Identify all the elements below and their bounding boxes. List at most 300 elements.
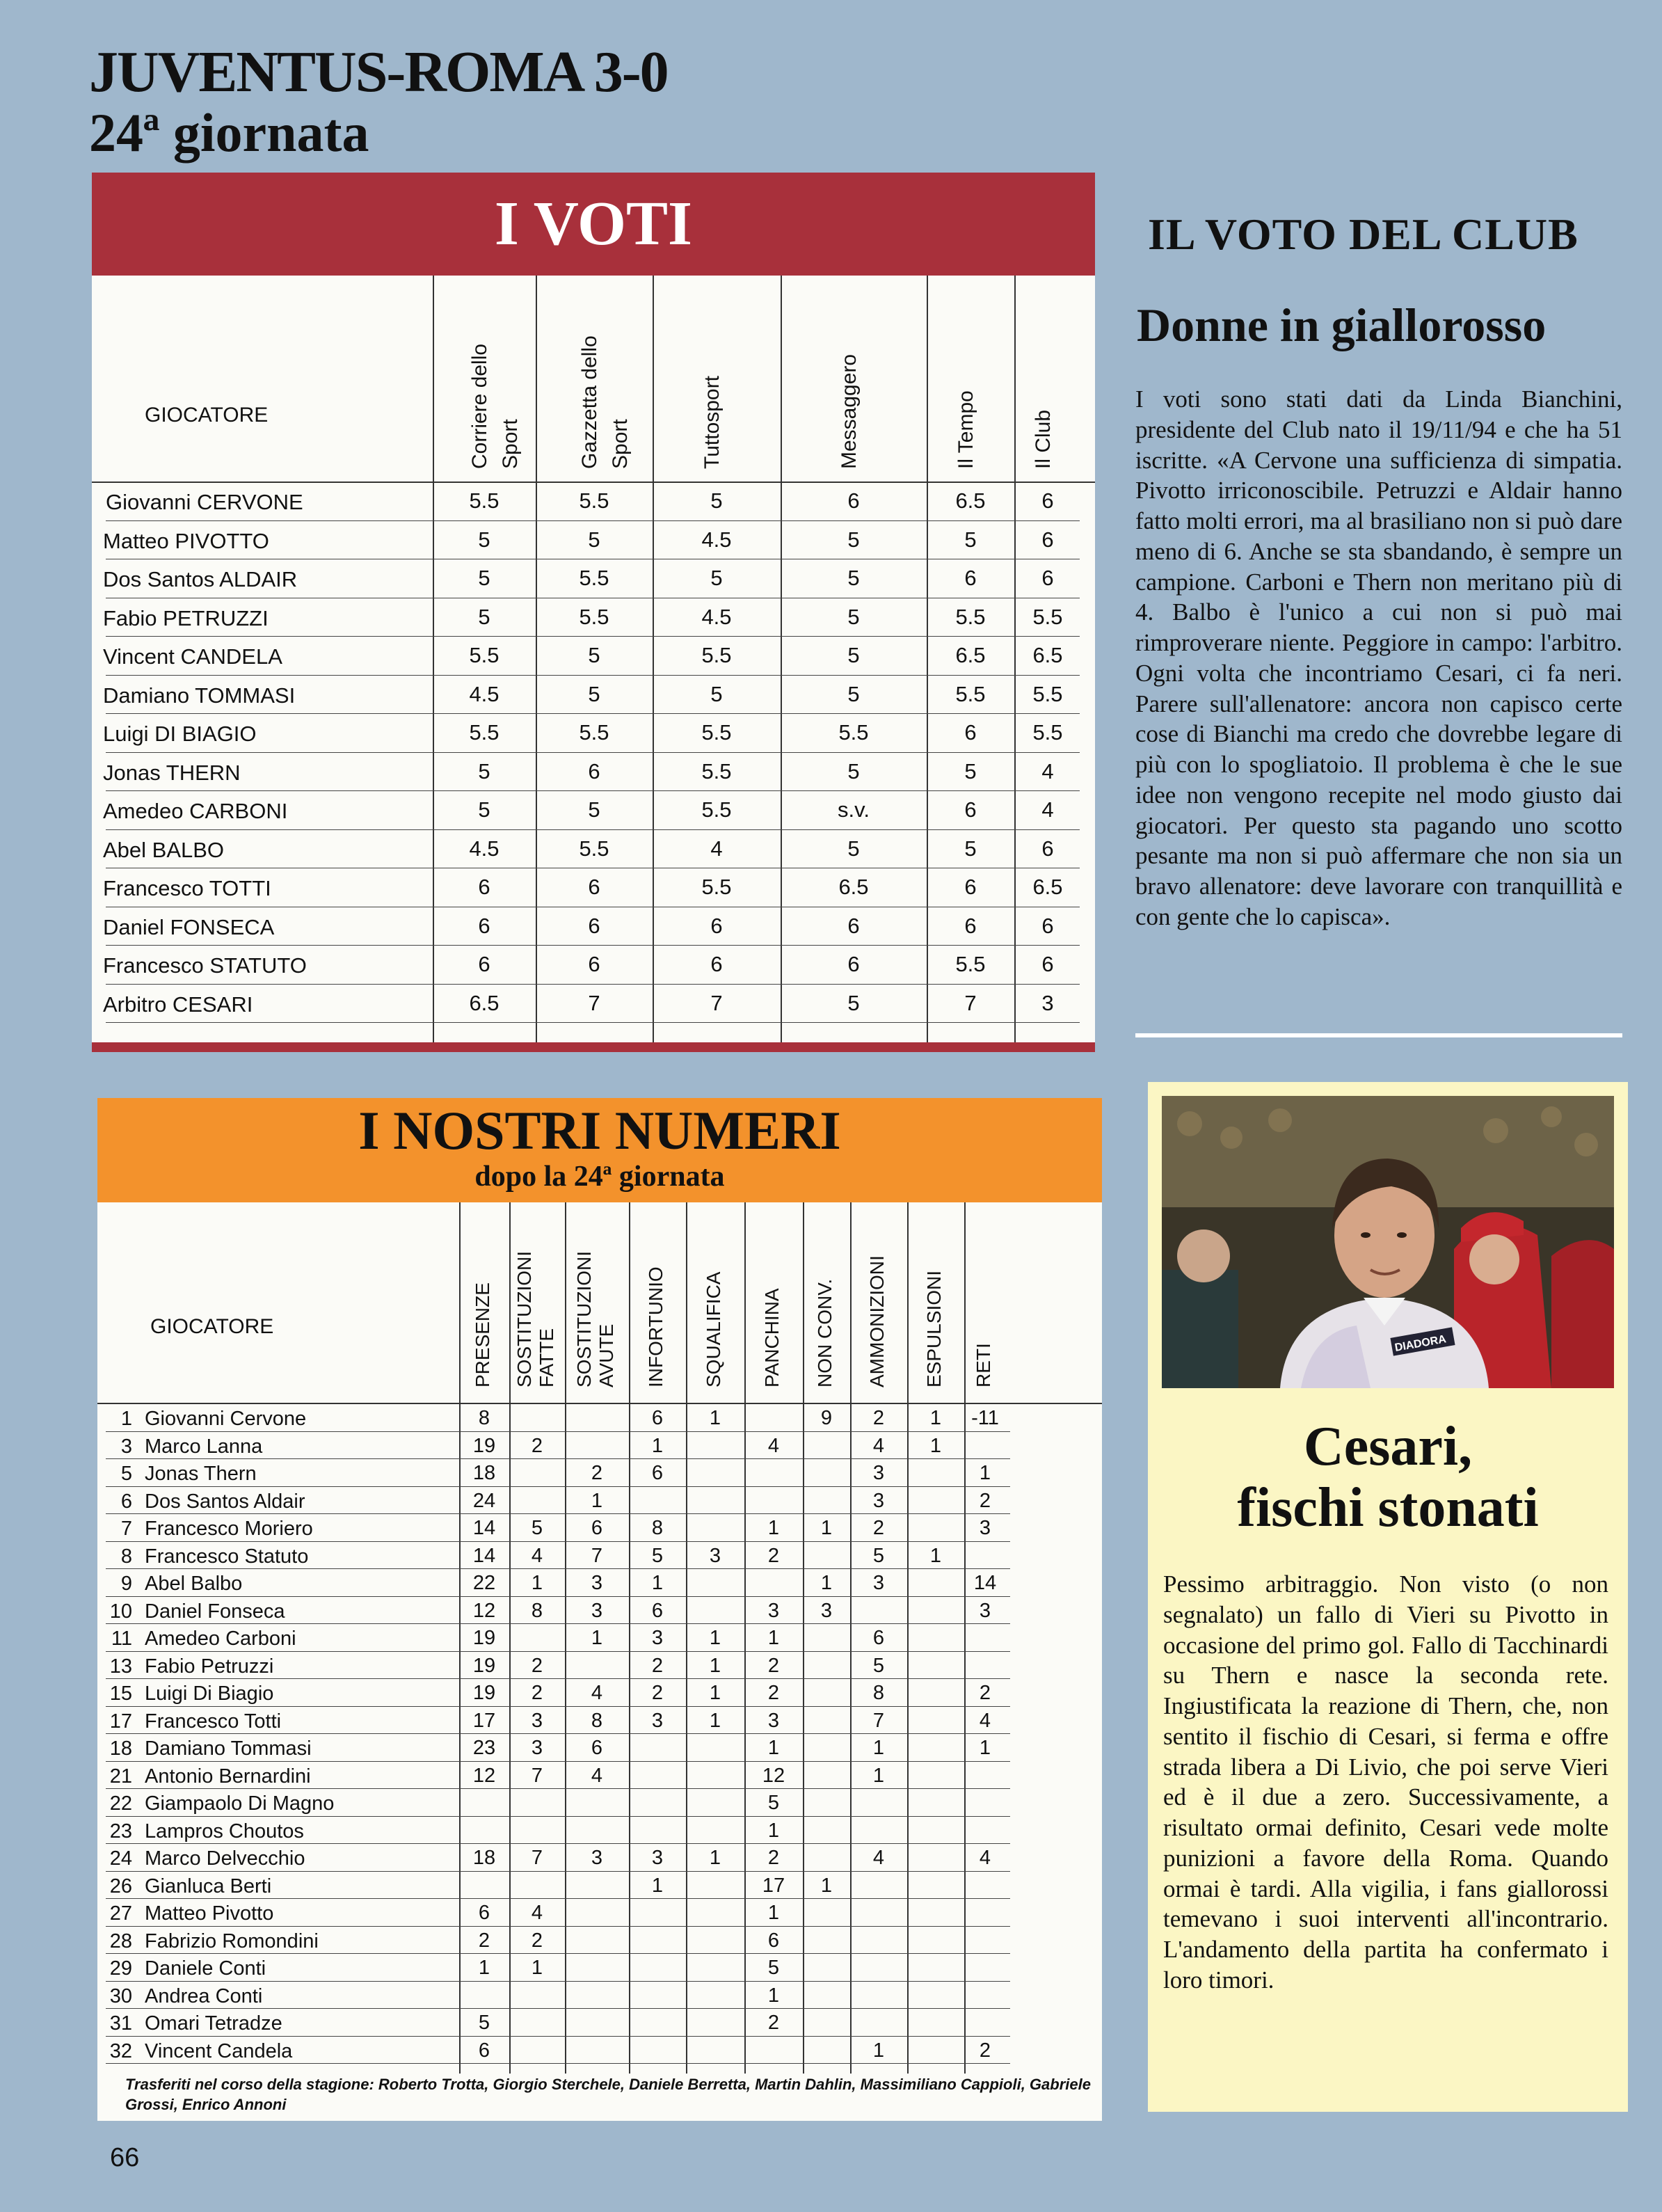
numeri-shirt-number: 11: [111, 1628, 132, 1650]
numeri-cell: 7: [872, 1709, 885, 1732]
numeri-player-name: Francesco Moriero: [145, 1518, 313, 1540]
numeri-cell: 17: [762, 1874, 785, 1897]
numeri-shirt-number: 18: [109, 1737, 132, 1760]
numeri-cell: 4: [591, 1764, 603, 1787]
numeri-player-name: Matteo Pivotto: [145, 1902, 274, 1925]
voti-cell: 4.5: [469, 681, 500, 706]
numeri-cell: 2: [531, 1929, 543, 1952]
voti-cell: 5.5: [469, 720, 500, 745]
voti-cell: 5.5: [1032, 604, 1063, 629]
numeri-player-name: Fabio Petruzzi: [145, 1655, 274, 1678]
numeri-row-rule: [106, 1926, 1010, 1927]
numeri-player-name: Daniele Conti: [145, 1957, 266, 1980]
voti-cell: 5.5: [701, 758, 732, 783]
numeri-cell: 1: [709, 1682, 721, 1704]
numeri-shirt-number: 23: [109, 1820, 132, 1843]
numeri-header-rule: [97, 1403, 1102, 1404]
numeri-column-header: RETI: [973, 1343, 994, 1387]
voti-cell: 5: [964, 836, 977, 861]
numeri-shirt-number: 24: [109, 1847, 132, 1870]
shirt-text: DIADORA: [1393, 1333, 1448, 1354]
numeri-row-rule: [106, 2008, 1010, 2009]
voti-cell: 6: [1041, 527, 1054, 552]
numeri-cell: 6: [651, 1407, 664, 1429]
voti-cell: 5: [588, 527, 600, 552]
voti-cell: 6: [847, 488, 860, 513]
voti-column-header: Il Tempo: [954, 390, 977, 469]
numeri-row-rule: [106, 1458, 1010, 1459]
voti-cell: 5.5: [579, 720, 609, 745]
numeri-row-rule: [106, 2036, 1010, 2037]
numeri-player-name: Antonio Bernardini: [145, 1765, 311, 1788]
numeri-cell: 3: [872, 1489, 885, 1512]
numeri-cell: 24: [472, 1489, 496, 1512]
article-title: JUVENTUS-ROMA 3-0: [89, 40, 668, 104]
numeri-cell: 7: [531, 1847, 543, 1869]
numeri-cell: 3: [979, 1517, 991, 1539]
numeri-cell: 7: [531, 1764, 543, 1787]
numeri-row-rule: [106, 1981, 1010, 1982]
numeri-cell: 4: [979, 1847, 991, 1869]
voti-cell: 5: [847, 643, 860, 667]
numeri-cell: 3: [531, 1737, 543, 1759]
numeri-cell: 1: [929, 1434, 942, 1457]
numeri-cell: 2: [767, 2012, 780, 2034]
numeri-cell: -11: [971, 1407, 999, 1429]
numeri-cell: 1: [820, 1572, 833, 1594]
numeri-cell: 1: [929, 1407, 942, 1429]
numeri-cell: 1: [651, 1572, 664, 1594]
numeri-cell: 3: [651, 1847, 664, 1869]
voti-player-name: Matteo PIVOTTO: [103, 528, 269, 553]
numeri-column-header: PANCHINA: [761, 1288, 783, 1387]
voti-cell: 6: [588, 952, 600, 976]
numeri-cell: 1: [651, 1434, 664, 1457]
voti-cell: 5: [964, 527, 977, 552]
voti-row-rule: [106, 984, 1080, 985]
voti-cell: 5: [710, 488, 723, 513]
voti-table: [92, 173, 1095, 1052]
numeri-cell: 4: [531, 1902, 543, 1924]
voti-player-name: Daniel FONSECA: [103, 914, 275, 939]
referee-photo: [1162, 1096, 1614, 1388]
numeri-player-name: Francesco Statuto: [145, 1545, 309, 1568]
numeri-shirt-number: 5: [120, 1463, 132, 1485]
numeri-row-rule: [106, 1706, 1010, 1707]
voti-banner: I VOTI: [92, 173, 1095, 276]
transfer-note: Trasferiti nel corso della stagione: Roberto Trotta, Giorgio Sterchele, Daniele Berretta, Martin Dahlin, Massimiliano Cappioli, Gabriele Grossi, Enrico Annoni: [125, 2076, 1091, 2113]
voti-cell: 5: [478, 566, 490, 590]
voti-bottom-bar: [92, 1042, 1095, 1052]
numeri-cell: 3: [872, 1462, 885, 1484]
numeri-cell: 6: [651, 1599, 664, 1622]
voti-cell: 7: [710, 990, 723, 1015]
numeri-shirt-number: 32: [109, 2039, 132, 2062]
numeri-cell: 1: [929, 1544, 942, 1567]
article-subtitle: 24ª giornata: [89, 102, 369, 163]
numeri-banner: [97, 1098, 1102, 1202]
numeri-cell: 2: [979, 1682, 991, 1704]
voti-player-name: Giovanni CERVONE: [106, 490, 303, 514]
numeri-player-name: Marco Lanna: [145, 1435, 263, 1458]
voti-row-rule: [106, 790, 1080, 791]
numeri-cell: 1: [872, 2039, 885, 2062]
numeri-player-name: Giampaolo Di Magno: [145, 1792, 335, 1815]
numeri-row-rule: [106, 1898, 1010, 1899]
voti-cell: 5: [478, 758, 490, 783]
voti-cell: 5: [847, 604, 860, 629]
numeri-column-divider: [907, 1202, 909, 2074]
numeri-row-rule: [106, 2063, 1010, 2064]
numeri-cell: 1: [767, 1902, 780, 1924]
voti-cell: 5: [478, 527, 490, 552]
numeri-cell: 1: [767, 1984, 780, 2007]
voti-cell: 6: [847, 952, 860, 976]
cesari-text: Pessimo arbitraggio. Non visto (o non segnalato) un fallo di Vieri su Pivotto in occasione del primo gol. Fallo di Tacchinardi su Thern e nasce la seconda rete. Ingiustificata la reazione di Thern, che, non sentito il fischio di Cesari, si ferma e offre strada libera a Di Livio, che poi serve Vieri ed è il due a zero. Successivamente, a risultato ormai definito, Cesari vede molte punizioni a favore della Roma. Quando ormai è tardi. Alla vigilia, i fans giallorossi temevano i suoi interventi all'incontrario. L'andamento della partita ha confermato i loro timori.: [1163, 1570, 1608, 1994]
numeri-player-name: Jonas Thern: [145, 1463, 257, 1485]
numeri-cell: 2: [979, 1489, 991, 1512]
page-number: 66: [110, 2143, 140, 2172]
numeri-cell: 8: [531, 1599, 543, 1622]
voti-row-rule: [106, 520, 1080, 521]
voti-player-name: Francesco STATUTO: [103, 953, 307, 978]
numeri-cell: 2: [478, 1929, 490, 1952]
numeri-row-rule: [106, 1596, 1010, 1597]
numeri-cell: 3: [709, 1544, 721, 1567]
numeri-row-rule: [106, 1761, 1010, 1762]
numeri-cell: 6: [591, 1517, 603, 1539]
numeri-cell: 19: [472, 1654, 496, 1677]
numeri-shirt-number: 26: [109, 1875, 132, 1897]
voti-cell: 5.5: [701, 643, 732, 667]
voti-cell: 6: [478, 875, 490, 899]
numeri-column-header: AMMONIZIONI: [866, 1255, 888, 1387]
numeri-column-header: ESPULSIONI: [923, 1270, 945, 1387]
numeri-row-rule: [106, 1541, 1010, 1542]
voti-player-name: Amedeo CARBONI: [103, 799, 288, 823]
numeri-subtitle: dopo la 24ª giornata: [474, 1161, 725, 1193]
voti-cell: 5.5: [838, 720, 869, 745]
voti-player-name: Jonas THERN: [103, 760, 241, 785]
numeri-cell: 1: [531, 1572, 543, 1594]
numeri-cell: 5: [478, 2012, 490, 2034]
club-text: I voti sono stati dati da Linda Bianchini, presidente del Club nato il 19/11/94 e che ha 51 iscritte. «A Cervone una sufficienza di simpatia. Pivotto irriconoscibile. Petruzzi e Aldair hanno fatto molti errori, ma al brasiliano non si può dare meno di 6. Anche se sta sbandando, è sempre un campione. Carboni e Thern non meritano più di 4. Balbo è l'unico a cui non si può mai rimproverare niente. Peggiore in campo: l'arbitro. Ogni volta che incontriamo Cesari, ci fa neri. Parere sull'allenatore: ancora non capisco certe cose di Bianchi ma credo che dovrebbe legare di più con lo spogliatoio. Il problema è che le sue idee non vengono recepite nel modo giusto dai giocatori. Per questo sta pagando uno scotto pesante ma non si può affermare che non sia un bravo allenatore: deve lavorare con tranquillità e con gente che lo capisca».: [1135, 385, 1622, 930]
numeri-shirt-number: 30: [109, 1984, 132, 2007]
voti-cell: 6: [1041, 566, 1054, 590]
voti-cell: 6: [964, 875, 977, 899]
numeri-cell: 1: [591, 1489, 603, 1512]
numeri-cell: 4: [767, 1434, 780, 1457]
numeri-cell: 3: [531, 1709, 543, 1732]
numeri-player-name: Luigi Di Biagio: [145, 1682, 274, 1705]
numeri-shirt-number: 7: [120, 1518, 132, 1540]
numeri-cell: 4: [872, 1434, 885, 1457]
numeri-cell: 18: [472, 1847, 496, 1869]
club-title: Donne in giallorosso: [1137, 299, 1547, 351]
numeri-shirt-number: 13: [109, 1655, 132, 1678]
voti-cell: 6: [710, 952, 723, 976]
voti-player-column-header: GIOCATORE: [145, 404, 269, 427]
voti-cell: 4: [1041, 797, 1054, 822]
voti-cell: 5.5: [579, 604, 609, 629]
numeri-cell: 2: [531, 1654, 543, 1677]
numeri-row-rule: [106, 1431, 1010, 1432]
cesari-box: [1148, 1082, 1628, 2112]
cesari-title-line2: fischi stonati: [1237, 1477, 1539, 1538]
numeri-shirt-number: 1: [120, 1408, 132, 1430]
numeri-cell: 3: [651, 1627, 664, 1649]
numeri-cell: 6: [872, 1627, 885, 1649]
numeri-cell: 12: [762, 1764, 785, 1787]
voti-cell: 5: [478, 604, 490, 629]
numeri-shirt-number: 21: [109, 1765, 132, 1788]
numeri-cell: 4: [979, 1709, 991, 1732]
voti-cell: 5.5: [955, 604, 986, 629]
numeri-player-name: Abel Balbo: [145, 1573, 243, 1595]
voti-cell: 5.5: [469, 643, 500, 667]
voti-player-name: Arbitro CESARI: [103, 992, 253, 1017]
numeri-cell: 8: [651, 1517, 664, 1539]
voti-cell: 6: [588, 758, 600, 783]
numeri-cell: 1: [709, 1654, 721, 1677]
voti-cell: 6.5: [1032, 643, 1063, 667]
voti-cell: 6: [1041, 913, 1054, 938]
numeri-cell: 1: [872, 1764, 885, 1787]
numeri-shirt-number: 22: [109, 1792, 132, 1815]
voti-cell: 5.5: [1032, 681, 1063, 706]
numeri-cell: 3: [591, 1572, 603, 1594]
numeri-row-rule: [106, 1816, 1010, 1817]
numeri-cell: 2: [767, 1544, 780, 1567]
voti-cell: 6: [710, 913, 723, 938]
numeri-row-rule: [106, 1953, 1010, 1954]
numeri-column-header: PRESENZE: [472, 1282, 493, 1387]
voti-column-header: Gazzetta dello Sport: [578, 335, 632, 469]
voti-cell: 6.5: [1032, 875, 1063, 899]
voti-cell: 4: [1041, 758, 1054, 783]
numeri-table: [97, 1098, 1102, 2121]
voti-player-name: Abel BALBO: [103, 837, 225, 862]
numeri-player-name: Vincent Candela: [145, 2039, 293, 2062]
numeri-shirt-number: 28: [109, 1929, 132, 1952]
numeri-player-column-header: GIOCATORE: [150, 1315, 274, 1338]
club-section-label: IL VOTO DEL CLUB: [1148, 209, 1579, 259]
voti-cell: 5.5: [1032, 720, 1063, 745]
voti-row-rule: [106, 1022, 1080, 1023]
voti-cell: 5.5: [701, 720, 732, 745]
numeri-player-name: Marco Delvecchio: [145, 1847, 305, 1870]
voti-cell: 5.5: [955, 952, 986, 976]
numeri-column-header: SQUALIFICA: [703, 1271, 724, 1387]
numeri-row-rule: [106, 1788, 1010, 1789]
numeri-cell: 19: [472, 1434, 496, 1457]
numeri-row-rule: [106, 1733, 1010, 1734]
numeri-cell: 7: [591, 1544, 603, 1567]
voti-cell: 5: [478, 797, 490, 822]
voti-cell: 6: [964, 720, 977, 745]
numeri-cell: 3: [767, 1599, 780, 1622]
voti-cell: 6.5: [955, 488, 986, 513]
voti-cell: 5: [710, 681, 723, 706]
voti-column-header: Tuttosport: [701, 376, 724, 469]
numeri-cell: 5: [767, 1957, 780, 1979]
numeri-cell: 2: [872, 1407, 885, 1429]
numeri-cell: 3: [591, 1847, 603, 1869]
numeri-title: I NOSTRI NUMERI: [358, 1100, 841, 1161]
voti-cell: 5.5: [579, 488, 609, 513]
voti-row-rule: [106, 829, 1080, 830]
numeri-cell: 9: [820, 1407, 833, 1429]
numeri-player-name: Francesco Totti: [145, 1710, 282, 1733]
numeri-cell: 4: [531, 1544, 543, 1567]
numeri-column-header: INFORTUNIO: [645, 1266, 666, 1387]
numeri-cell: 1: [651, 1874, 664, 1897]
numeri-cell: 1: [820, 1874, 833, 1897]
numeri-player-name: Lampros Choutos: [145, 1820, 304, 1843]
numeri-player-name: Amedeo Carboni: [145, 1628, 296, 1650]
numeri-cell: 2: [531, 1434, 543, 1457]
numeri-cell: 6: [591, 1737, 603, 1759]
voti-cell: 4: [710, 836, 723, 861]
voti-player-name: Fabio PETRUZZI: [103, 605, 269, 630]
voti-cell: 5: [847, 758, 860, 783]
voti-player-name: Francesco TOTTI: [103, 876, 271, 900]
numeri-cell: 1: [709, 1407, 721, 1429]
numeri-row-rule: [106, 1843, 1010, 1844]
voti-header-rule: [92, 482, 1095, 483]
voti-row-rule: [106, 636, 1080, 637]
voti-cell: 6: [478, 952, 490, 976]
numeri-player-name: Omari Tetradze: [145, 2012, 282, 2035]
voti-cell: 5: [588, 681, 600, 706]
voti-column-header: Corriere dello Sport: [468, 343, 522, 469]
numeri-cell: 22: [472, 1572, 496, 1594]
numeri-shirt-number: 27: [109, 1902, 132, 1925]
numeri-cell: 4: [872, 1847, 885, 1869]
numeri-cell: 2: [979, 2039, 991, 2062]
numeri-player-name: Fabrizio Romondini: [145, 1929, 319, 1952]
numeri-player-name: Damiano Tommasi: [145, 1737, 312, 1760]
numeri-column-divider: [803, 1202, 804, 2074]
voti-cell: 5: [964, 758, 977, 783]
numeri-cell: 17: [472, 1709, 496, 1732]
numeri-cell: 1: [767, 1517, 780, 1539]
numeri-cell: 8: [478, 1407, 490, 1429]
voti-cell: 6.5: [838, 875, 869, 899]
voti-cell: 7: [964, 990, 977, 1015]
numeri-cell: 8: [872, 1682, 885, 1704]
voti-cell: 6: [964, 913, 977, 938]
voti-row-rule: [106, 945, 1080, 946]
numeri-cell: 14: [973, 1572, 997, 1594]
voti-row-rule: [106, 675, 1080, 676]
voti-row-rule: [106, 752, 1080, 753]
voti-cell: 6: [478, 913, 490, 938]
numeri-column-divider: [964, 1202, 966, 2074]
numeri-cell: 8: [591, 1709, 603, 1732]
voti-cell: 5: [847, 681, 860, 706]
numeri-cell: 2: [531, 1682, 543, 1704]
voti-cell: 4.5: [701, 527, 732, 552]
numeri-cell: 2: [767, 1654, 780, 1677]
voti-cell: 5: [847, 566, 860, 590]
voti-cell: 5: [847, 990, 860, 1015]
numeri-cell: 3: [591, 1599, 603, 1622]
numeri-shirt-number: 29: [109, 1957, 132, 1980]
numeri-shirt-number: 3: [120, 1435, 132, 1458]
numeri-row-rule: [106, 1486, 1010, 1487]
numeri-cell: 12: [472, 1599, 496, 1622]
numeri-cell: 19: [472, 1682, 496, 1704]
voti-cell: 6: [588, 913, 600, 938]
voti-cell: 6: [1041, 836, 1054, 861]
cesari-title-line1: Cesari,: [1303, 1416, 1473, 1477]
numeri-cell: 1: [872, 1737, 885, 1759]
numeri-cell: 6: [651, 1462, 664, 1484]
numeri-cell: 1: [767, 1819, 780, 1842]
voti-cell: 5.5: [579, 566, 609, 590]
numeri-cell: 2: [651, 1682, 664, 1704]
numeri-cell: 3: [767, 1709, 780, 1732]
voti-player-name: Luigi DI BIAGIO: [103, 722, 257, 746]
numeri-row-rule: [106, 1513, 1010, 1514]
numeri-column-header: NON CONV.: [814, 1278, 836, 1387]
numeri-player-name: Daniel Fonseca: [145, 1600, 285, 1623]
numeri-cell: 6: [767, 1929, 780, 1952]
voti-row-rule: [106, 713, 1080, 714]
numeri-shirt-number: 6: [120, 1490, 132, 1513]
numeri-cell: 2: [767, 1847, 780, 1869]
voti-cell: 5: [588, 797, 600, 822]
numeri-cell: 1: [709, 1709, 721, 1732]
voti-cell: 7: [588, 990, 600, 1015]
numeri-cell: 5: [872, 1654, 885, 1677]
club-divider: [1135, 1033, 1622, 1037]
voti-player-name: Dos Santos ALDAIR: [103, 567, 298, 591]
voti-cell: 5: [588, 643, 600, 667]
numeri-cell: 6: [478, 2039, 490, 2062]
numeri-row-rule: [106, 1651, 1010, 1652]
numeri-cell: 19: [472, 1627, 496, 1649]
voti-cell: 4.5: [701, 604, 732, 629]
numeri-cell: 12: [472, 1764, 496, 1787]
voti-cell: 6: [964, 566, 977, 590]
numeri-player-name: Giovanni Cervone: [145, 1408, 307, 1430]
numeri-cell: 1: [531, 1957, 543, 1979]
numeri-cell: 3: [872, 1572, 885, 1594]
voti-cell: 4.5: [469, 836, 500, 861]
numeri-column-header: SOSTITUZIONI FATTE: [513, 1251, 558, 1387]
numeri-cell: 2: [591, 1462, 603, 1484]
numeri-shirt-number: 15: [109, 1682, 132, 1705]
numeri-cell: 23: [472, 1737, 496, 1759]
numeri-cell: 1: [767, 1627, 780, 1649]
numeri-cell: 1: [709, 1847, 721, 1869]
voti-column-header: Il Club: [1032, 409, 1055, 469]
voti-cell: 5.5: [701, 797, 732, 822]
voti-cell: 5: [847, 527, 860, 552]
numeri-shirt-number: 31: [109, 2012, 132, 2035]
numeri-row-rule: [106, 1568, 1010, 1569]
voti-cell: 5: [847, 836, 860, 861]
voti-cell: 6: [964, 797, 977, 822]
numeri-player-name: Gianluca Berti: [145, 1875, 272, 1897]
numeri-cell: 5: [531, 1517, 543, 1539]
numeri-cell: 1: [820, 1517, 833, 1539]
numeri-player-name: Andrea Conti: [145, 1984, 263, 2007]
numeri-cell: 5: [872, 1544, 885, 1567]
numeri-cell: 14: [472, 1517, 496, 1539]
